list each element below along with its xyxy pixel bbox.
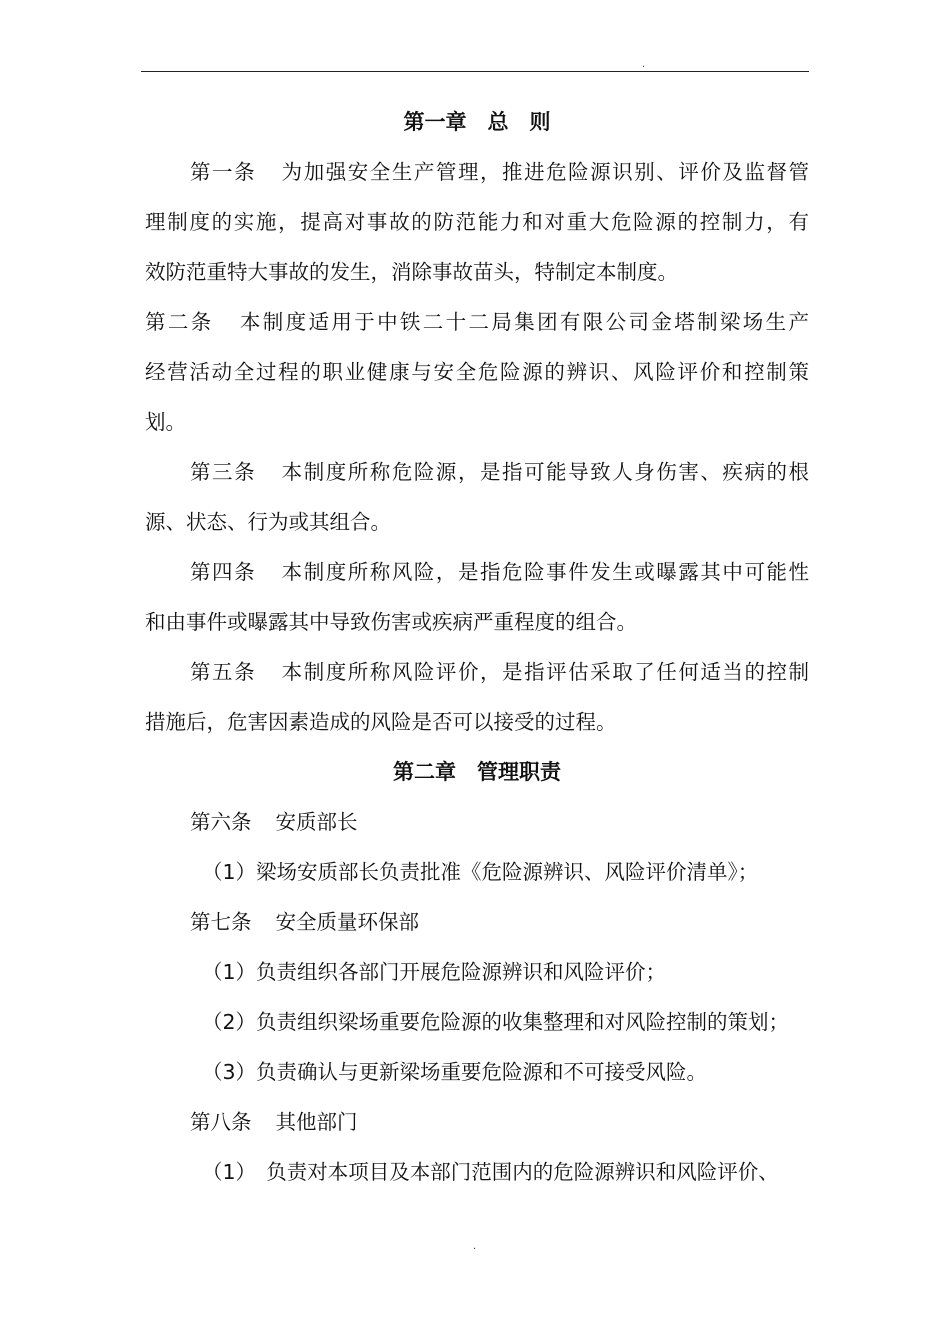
article-2-line-1 <box>145 297 809 347</box>
article-6-label: 第六条 <box>190 810 252 834</box>
article-3-text-1: 本制度所称危险源，是指可能导致人身伤害、疾病的根 <box>280 460 810 484</box>
article-8-item-1: （1） 负责对本项目及本部门范围内的危险源辨识和风险评价、 <box>202 1160 779 1184</box>
article-3-line-1 <box>145 447 809 497</box>
article-5-label: 第五条 <box>190 660 257 684</box>
article-1-text-1: 为加强安全生产管理，推进危险源识别、评价及监督管 <box>280 160 810 184</box>
article-7-heading <box>145 897 809 947</box>
article-1-line-1 <box>145 147 809 197</box>
chapter-1-title: 第一章 总 则 <box>403 110 551 134</box>
article-5-line-2: 措施后，危害因素造成的风险是否可以接受的过程。 <box>145 710 617 734</box>
article-4-text-1: 本制度所称风险，是指危险事件发生或曝露其中可能性 <box>280 560 810 584</box>
article-3-label: 第三条 <box>190 460 257 484</box>
article-7-item-3: （3）负责确认与更新梁场重要危险源和不可接受风险。 <box>202 1060 708 1084</box>
article-8-title: 其他部门 <box>275 1110 358 1134</box>
article-2-text-1: 本制度适用于中铁二十二局集团有限公司金塔制梁场生产 <box>237 310 810 334</box>
article-1-line-2: 理制度的实施，提高对事故的防范能力和对重大危险源的控制力，有 <box>145 210 809 234</box>
article-6-title: 安质部长 <box>275 810 358 834</box>
article-8-heading <box>145 1097 809 1147</box>
article-7-label: 第七条 <box>190 910 252 934</box>
article-2-label: 第二条 <box>145 310 214 334</box>
article-2-line-3: 划。 <box>145 410 186 434</box>
article-8-label: 第八条 <box>190 1110 252 1134</box>
article-7-title: 安全质量环保部 <box>275 910 419 934</box>
footer-dot: . <box>473 1241 477 1252</box>
article-2-line-2: 经营活动全过程的职业健康与安全危险源的辨识、风险评价和控制策 <box>145 360 809 384</box>
article-5-text-1: 本制度所称风险评价，是指评估采取了任何适当的控制 <box>280 660 810 684</box>
article-7-item-2: （2）负责组织梁场重要危险源的收集整理和对风险控制的策划； <box>202 1010 790 1034</box>
chapter-2-title: 第二章 管理职责 <box>393 760 561 784</box>
article-4-line-1 <box>145 547 809 597</box>
article-4-line-2: 和由事件或曝露其中导致伤害或疾病严重程度的组合。 <box>145 610 637 634</box>
article-3-line-2: 源、状态、行为或其组合。 <box>145 510 391 534</box>
article-4-label: 第四条 <box>190 560 257 584</box>
article-6-item-1: （1）梁场安质部长负责批准《危险源辨识、风险评价清单》； <box>202 860 759 884</box>
header-dot: . <box>642 59 646 70</box>
article-1-label: 第一条 <box>190 160 257 184</box>
article-7-item-1: （1）负责组织各部门开展危险源辨识和风险评价； <box>202 960 667 984</box>
article-6-heading <box>145 797 809 847</box>
article-1-line-3: 效防范重特大事故的发生，消除事故苗头，特制定本制度。 <box>145 260 678 284</box>
document-body <box>145 97 809 1197</box>
article-5-line-1 <box>145 647 809 697</box>
header-rule <box>141 71 809 72</box>
